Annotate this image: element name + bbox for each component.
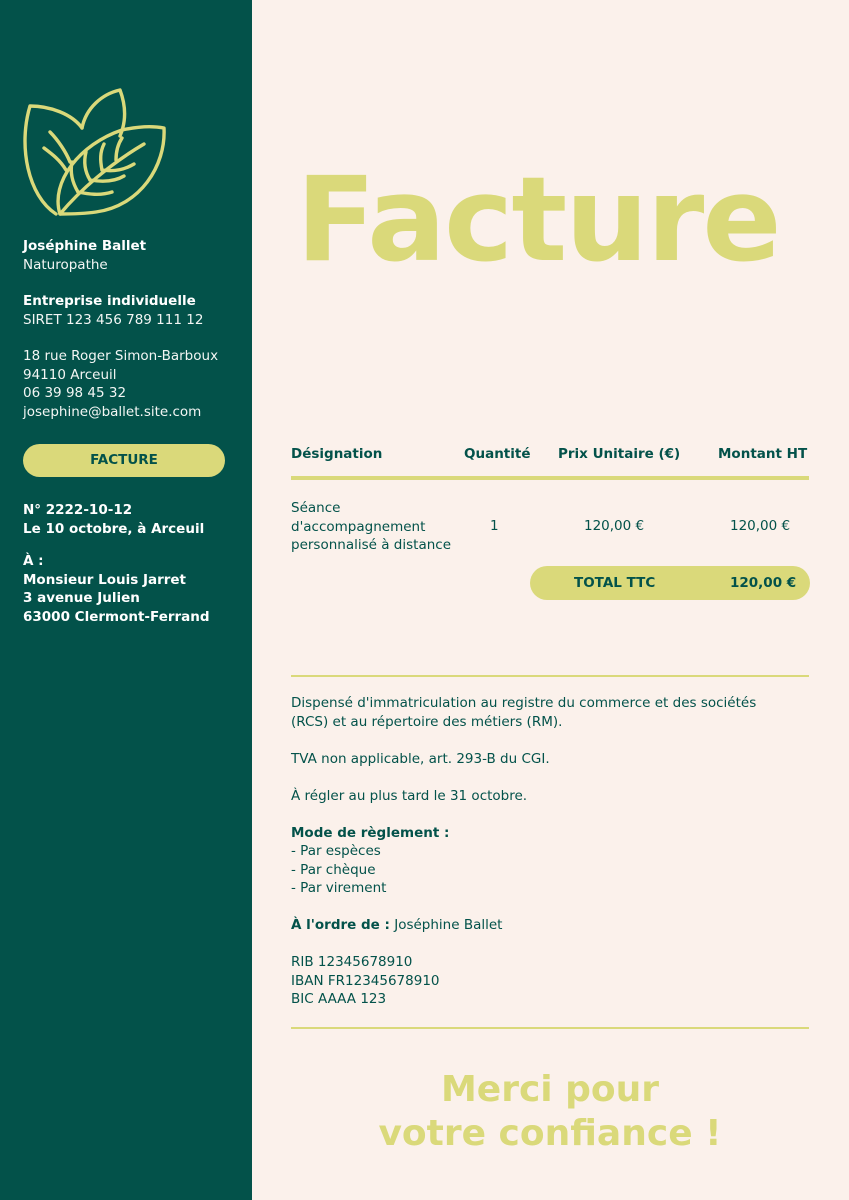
sender-name: Joséphine Ballet <box>23 238 147 254</box>
sender-profession: Naturopathe <box>23 256 108 273</box>
sender-address-line1: 18 rue Roger Simon-Barboux <box>23 348 219 364</box>
bank-details <box>291 953 811 1009</box>
main-content <box>252 0 849 1200</box>
header-designation: Désignation <box>291 446 383 462</box>
invoice-number: N° 2222-10-12 <box>23 502 133 518</box>
total-pill <box>530 566 810 600</box>
thanks-line: votre confiance ! <box>378 1113 722 1154</box>
recipient-block <box>23 552 210 626</box>
page-title: Facture <box>296 151 780 288</box>
sender-phone: 06 39 98 45 32 <box>23 385 127 401</box>
sender-siret: SIRET 123 456 789 111 12 <box>23 311 204 328</box>
sender-contact <box>23 347 218 421</box>
invoice-date: Le 10 octobre, à Arceuil <box>23 520 205 537</box>
table-row-amount: 120,00 € <box>730 518 791 534</box>
recipient-city: 63000 Clermont-Ferrand <box>23 608 210 625</box>
notes-top-rule <box>291 675 809 677</box>
header-unit-price: Prix Unitaire (€) <box>558 446 681 462</box>
invoice-notes <box>291 694 811 1027</box>
header-quantity: Quantité <box>464 446 531 462</box>
payment-method: - Par espèces <box>291 843 381 859</box>
order-note <box>291 916 811 935</box>
total-value: 120,00 € <box>730 575 797 591</box>
sender-email: josephine@ballet.site.com <box>23 403 202 420</box>
vat-note: TVA non applicable, art. 293-B du CGI. <box>291 750 550 767</box>
table-header-rule <box>291 476 809 480</box>
payment-title: Mode de règlement : <box>291 824 450 841</box>
table-row-unit-price: 120,00 € <box>584 518 645 534</box>
order-label: À l'ordre de : <box>291 917 390 933</box>
payment-methods <box>291 824 811 898</box>
sender-status: Entreprise individuelle <box>23 293 196 309</box>
designation-line: Séance <box>291 500 341 516</box>
due-note: À régler au plus tard le 31 octobre. <box>291 787 528 804</box>
sender-address-line2: 94110 Arceuil <box>23 366 117 383</box>
thanks-line: Merci pour <box>440 1069 660 1110</box>
table-row-quantity: 1 <box>490 518 499 534</box>
bic: BIC AAAA 123 <box>291 991 387 1007</box>
sender-company <box>23 292 203 329</box>
payment-method: - Par chèque <box>291 861 376 878</box>
recipient-label: À : <box>23 553 44 569</box>
thank-you-message <box>291 1068 809 1156</box>
recipient-street: 3 avenue Julien <box>23 590 140 606</box>
registration-line: Dispensé d'immatriculation au registre du commerce et des sociétés <box>291 695 757 711</box>
sender-identity <box>23 237 146 274</box>
leaves-icon <box>20 86 170 220</box>
invoice-meta <box>23 501 204 538</box>
header-amount: Montant HT <box>718 446 808 462</box>
iban: IBAN FR12345678910 <box>291 972 440 989</box>
designation-line: personnalisé à distance <box>291 537 452 553</box>
sidebar <box>0 0 252 1200</box>
invoice-badge: FACTURE <box>23 444 225 477</box>
designation-line: d'accompagnement <box>291 518 426 535</box>
order-name: Joséphine Ballet <box>389 917 503 933</box>
rib: RIB 12345678910 <box>291 954 413 970</box>
table-row-designation <box>291 499 471 555</box>
recipient-name: Monsieur Louis Jarret <box>23 571 187 588</box>
registration-line: (RCS) et au répertoire des métiers (RM). <box>291 713 563 730</box>
payment-method: - Par virement <box>291 880 387 896</box>
registration-note <box>291 694 811 731</box>
total-label: TOTAL TTC <box>574 575 656 591</box>
notes-bottom-rule <box>291 1027 809 1029</box>
